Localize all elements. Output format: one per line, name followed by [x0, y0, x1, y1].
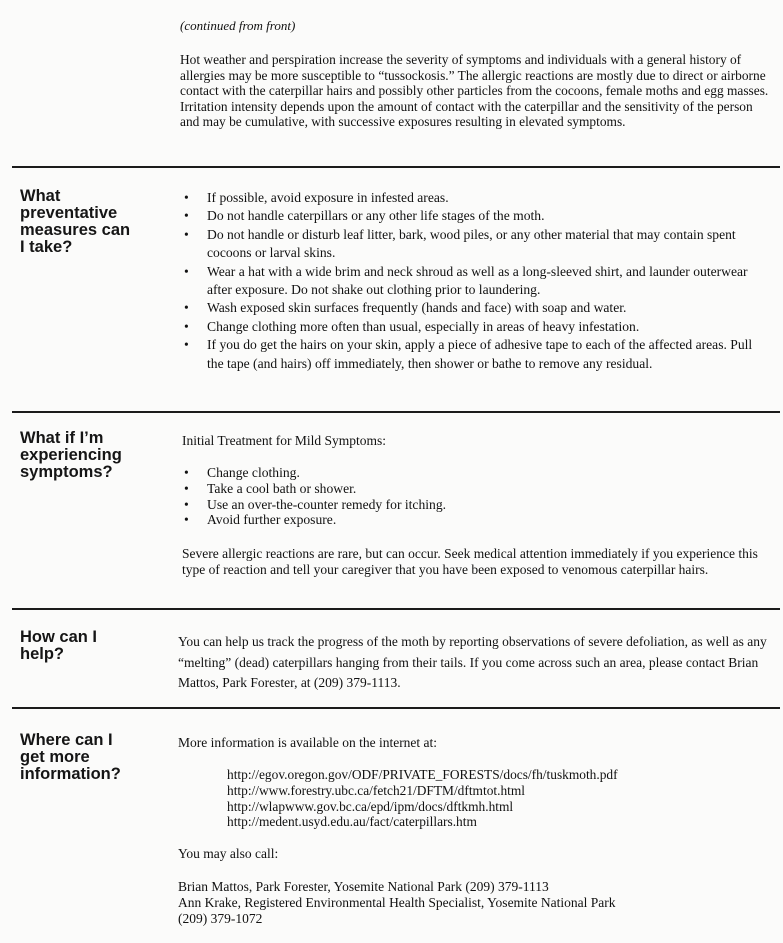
- question-line: preventative: [20, 204, 118, 222]
- question-line: What: [20, 187, 61, 205]
- list-item: • Do not handle or disturb leaf litter, bark, wood piles, or any other material that may contain spent cocoons or larval skins.: [182, 226, 760, 263]
- question-line: experiencing: [20, 446, 122, 464]
- section-divider: [12, 608, 780, 610]
- preventative-list: [182, 189, 760, 373]
- question-symptoms: [20, 430, 122, 481]
- section-divider: [12, 166, 780, 168]
- section-divider: [12, 707, 780, 709]
- resource-link[interactable]: http://medent.usyd.edu.au/fact/caterpillars.htm: [227, 814, 477, 830]
- treatment-subheading: Initial Treatment for Mild Symptoms:: [182, 433, 387, 448]
- question-line: How can I: [20, 628, 98, 646]
- question-preventative: [20, 188, 130, 256]
- question-line: help?: [20, 645, 64, 663]
- contact-list: [178, 879, 616, 927]
- severe-reaction-note: Severe allergic reactions are rare, but can occur. Seek medical attention immediately if you experience this type of reaction and tell your caregiver that you have been exposed to venomous caterpillar hairs.: [182, 546, 758, 577]
- resource-links: [227, 767, 618, 830]
- list-item: • Do not handle caterpillars or any other life stages of the moth.: [182, 207, 760, 225]
- question-line: information?: [20, 765, 121, 783]
- intro-paragraph: Hot weather and perspiration increase the severity of symptoms and individuals with a general history of allergies may be more susceptible to “tussockosis.” The allergic reactions are mostly due to direct or airborne contact with the caterpillar hairs and possibly other particles from the cocoons, female moths and egg masses. Irritation intensity depends upon the amount of contact with the caterpillar and the sensitivity of the person and may be cumulative, with successive exposures resulting in elevated symptoms.: [180, 52, 769, 130]
- list-item: • Change clothing more often than usual, especially in areas of heavy infestation.: [182, 318, 760, 336]
- list-item: • Wear a hat with a wide brim and neck shroud as well as a long-sleeved shirt, and launder outerwear after exposure. Do not shake out clothing prior to laundering.: [182, 263, 760, 300]
- question-line: measures can: [20, 221, 131, 239]
- question-line: symptoms?: [20, 463, 113, 481]
- continued-note: (continued from front): [180, 18, 296, 33]
- list-item: • Change clothing.: [182, 465, 582, 481]
- question-line: Where can I: [20, 731, 113, 749]
- section-divider: [12, 411, 780, 413]
- contact-line: Brian Mattos, Park Forester, Yosemite National Park (209) 379-1113: [178, 879, 549, 894]
- help-paragraph: You can help us track the progress of the moth by reporting observations of severe defoliation, as well as any “melting” (dead) caterpillars hanging from their tails. If you come across such an area, please contact Brian Mattos, Park Forester, at (209) 379-1113.: [178, 634, 767, 690]
- list-item: • If you do get the hairs on your skin, apply a piece of adhesive tape to each of the affected areas. Pull the tape (and hairs) off immediately, then shower or bathe to remove any residual.: [182, 336, 760, 373]
- question-line: get more: [20, 748, 90, 766]
- treatment-list: [182, 465, 582, 528]
- question-line: What if I’m: [20, 429, 104, 447]
- resource-link[interactable]: http://egov.oregon.gov/ODF/PRIVATE_FORESTS/docs/fh/tuskmoth.pdf: [227, 767, 618, 782]
- resource-link[interactable]: http://www.forestry.ubc.ca/fetch21/DFTM/dftmtot.html: [227, 782, 526, 798]
- question-help: [20, 629, 97, 663]
- list-item: • Use an over-the-counter remedy for itching.: [182, 497, 582, 513]
- list-item: • If possible, avoid exposure in infested areas.: [182, 189, 760, 207]
- call-lead: You may also call:: [178, 846, 279, 861]
- list-item: • Take a cool bath or shower.: [182, 481, 582, 497]
- list-item: • Wash exposed skin surfaces frequently (hands and face) with soap and water.: [182, 299, 760, 317]
- contact-line: (209) 379-1072: [178, 911, 263, 926]
- contact-line: Ann Krake, Registered Environmental Health Specialist, Yosemite National Park: [178, 895, 616, 910]
- resource-link[interactable]: http://wlapwww.gov.bc.ca/epd/ipm/docs/dftkmh.html: [227, 798, 514, 814]
- question-line: I take?: [20, 238, 73, 256]
- info-lead: More information is available on the internet at:: [178, 735, 438, 750]
- question-more-info: [20, 732, 121, 783]
- list-item: • Avoid further exposure.: [182, 512, 582, 528]
